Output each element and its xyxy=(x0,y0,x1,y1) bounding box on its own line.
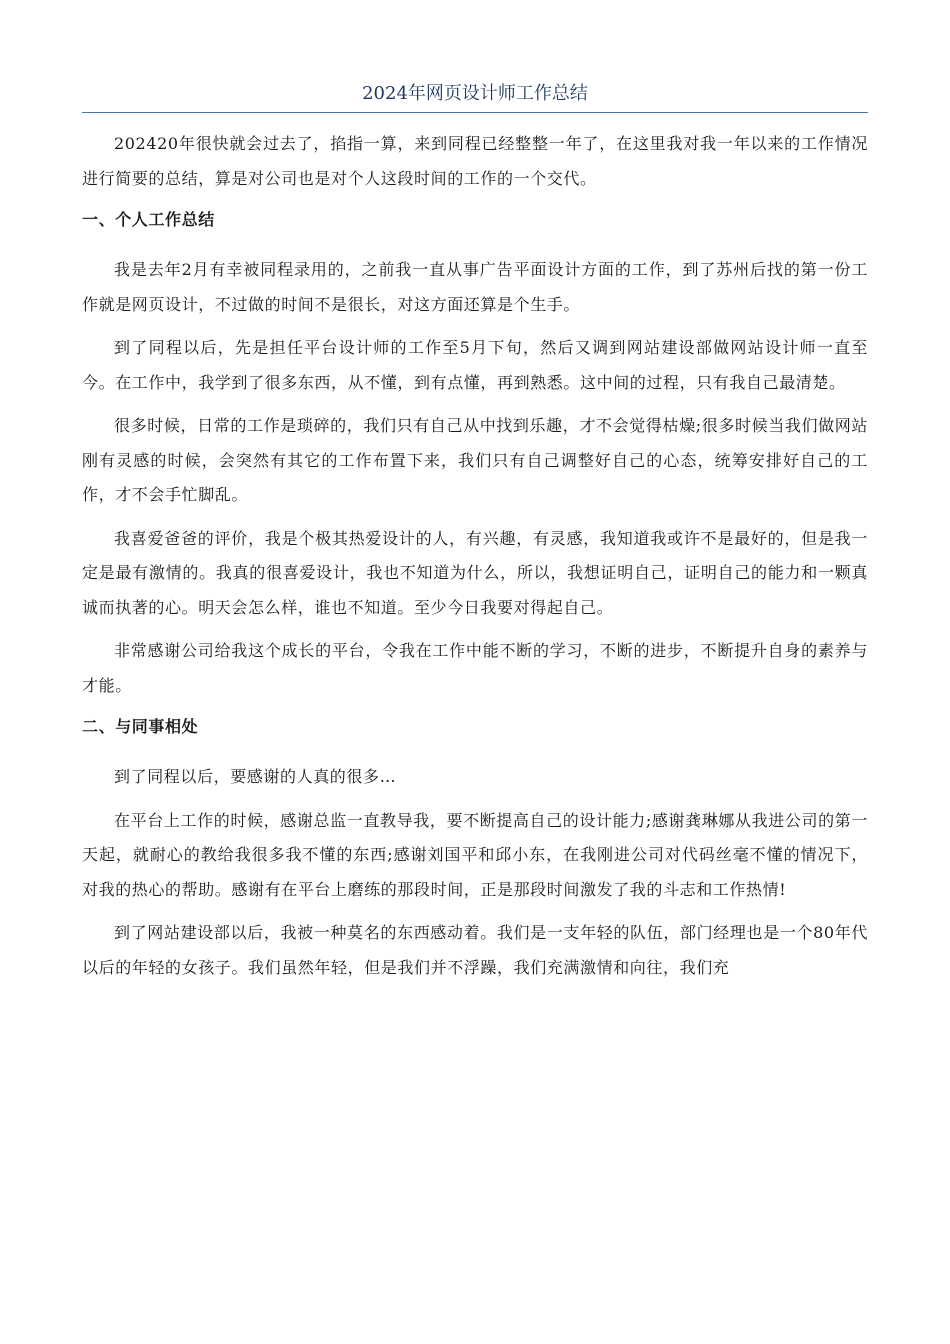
paragraph: 我喜爱爸爸的评价，我是个极其热爱设计的人，有兴趣，有灵感，我知道我或许不是最好的，但是我一定是最有激情的。我真的很喜爱设计，我也不知道为什么，所以，我想证明自己，证明自己的能力和一颗真诚而执著的心。明天会怎么样，谁也不知道。至少今日我要对得起自己。 xyxy=(82,528,868,617)
paragraph: 在平台上工作的时候，感谢总监一直教导我，要不断提高自己的设计能力;感谢龚琳娜从我进公司的第一天起，就耐心的教给我很多我不懂的东西;感谢刘国平和邱小东，在我刚进公司对代码丝毫不懂的情况下，对我的热心的帮助。感谢有在平台上磨练的那段时间，正是那段时间激发了我的斗志和工作热情! xyxy=(82,810,868,899)
section-heading-personal-work: 一、个人工作总结 xyxy=(82,210,215,229)
paragraph: 到了同程以后，先是担任平台设计师的工作至5月下旬，然后又调到网站建设部做网站设计师一直至今。在工作中，我学到了很多东西，从不懂，到有点懂，再到熟悉。这中间的过程，只有我自己最清楚。 xyxy=(82,338,868,392)
paragraph: 我是去年2月有幸被同程录用的，之前我一直从事广告平面设计方面的工作，到了苏州后找的第一份工作就是网页设计，不过做的时间不是很长，对这方面还算是个生手。 xyxy=(82,260,868,314)
document-page xyxy=(82,78,868,994)
paragraph: 到了网站建设部以后，我被一种莫名的东西感动着。我们是一支年轻的队伍，部门经理也是一个80年代以后的年轻的女孩子。我们虽然年轻，但是我们并不浮躁，我们充满激情和向往，我们充 xyxy=(82,923,868,977)
paragraph: 到了同程以后，要感谢的人真的很多… xyxy=(114,767,397,786)
section-heading-colleagues: 二、与同事相处 xyxy=(82,717,199,736)
intro-paragraph: 202420年很快就会过去了，掐指一算，来到同程已经整整一年了，在这里我对我一年以来的工作情况进行简要的总结，算是对公司也是对个人这段时间的工作的一个交代。 xyxy=(82,134,868,188)
paragraph: 很多时候，日常的工作是琐碎的，我们只有自己从中找到乐趣，才不会觉得枯燥;很多时候当我们做网站刚有灵感的时候，会突然有其它的工作布置下来，我们只有自己调整好自己的心态，统筹安排好自己的工作，才不会手忙脚乱。 xyxy=(82,416,868,504)
paragraph: 非常感谢公司给我这个成长的平台，令我在工作中能不断的学习，不断的进步，不断提升自身的素养与才能。 xyxy=(82,641,868,695)
document-title: 2024年网页设计师工作总结 xyxy=(362,83,588,104)
title-underline xyxy=(82,112,868,113)
